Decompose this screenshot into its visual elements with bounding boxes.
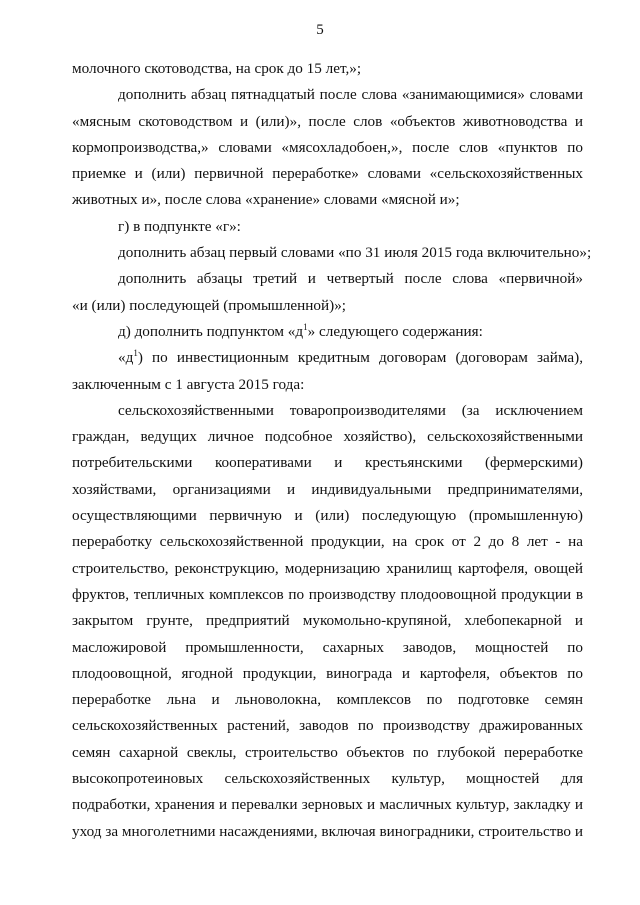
- text-line: подработки, хранения и перевалки зерновых и масличных культур, закладку и: [72, 796, 583, 814]
- text-line: «мясным скотоводством и (или)», после слов «объектов животноводства и: [72, 112, 583, 130]
- text-line: строительство, реконструкцию, модернизацию хранилищ картофеля, овощей: [72, 559, 583, 577]
- text-line: заключенным с 1 августа 2015 года:: [72, 375, 305, 393]
- text-line: кормопроизводства,» словами «мясохладобоен,», после слов «пунктов по: [72, 138, 583, 156]
- text-line: приемке и (или) первичной переработке» словами «сельскохозяйственных: [72, 165, 583, 183]
- text-line: потребительскими кооперативами и крестьянскими (фермерскими): [72, 454, 583, 472]
- text-line: плодоовощной, ягодной продукции, винограда и картофеля, объектов по: [72, 664, 583, 682]
- text-fragment: «д: [118, 349, 134, 367]
- text-line: масложировой промышленности, сахарных заводов, мощностей по: [72, 638, 583, 656]
- text-line: семян сахарной свеклы, строительство объектов по глубокой переработке: [72, 743, 583, 761]
- text-line: уход за многолетними насаждениями, включая виноградники, строительство и: [72, 822, 583, 840]
- text-line: хозяйствами, организациями и индивидуальными предпринимателями,: [72, 480, 583, 498]
- text-fragment: д) дополнить подпунктом «д: [118, 322, 304, 340]
- text-line: высокопротеиновых сельскохозяйственных культур, мощностей для: [72, 770, 583, 788]
- document-body: [72, 56, 592, 845]
- superscript: 1: [133, 348, 138, 359]
- text-line: осуществляющими первичную и (или) последующую (промышленную): [72, 507, 583, 525]
- text-line: г) в подпункте «г»:: [118, 217, 241, 235]
- text-line: молочного скотоводства, на срок до 15 лет,»;: [72, 60, 362, 77]
- page-number: 5: [316, 22, 324, 38]
- text-line: переработку сельскохозяйственной продукции, на срок от 2 до 8 лет - на: [72, 533, 583, 551]
- text-line: дополнить абзацы третий и четвертый после слова «первичной»: [118, 270, 583, 288]
- text-fragment: ) по инвестиционным кредитным договорам (договорам займа),: [137, 349, 583, 367]
- text-line: закрытом грунте, предприятий мукомольно-крупяной, хлебопекарной и: [72, 612, 583, 630]
- superscript: 1: [303, 321, 308, 332]
- text-line: граждан, ведущих личное подсобное хозяйство), сельскохозяйственными: [72, 428, 583, 446]
- text-line-subparagraph-d1: [72, 319, 583, 345]
- text-line: «и (или) последующей (промышленной)»;: [72, 296, 347, 314]
- text-line: сельскохозяйственными товаропроизводителями (за исключением: [118, 401, 583, 419]
- text-line: переработке льна и льноволокна, комплексов по подготовке семян: [72, 691, 583, 709]
- text-line: дополнить абзац первый словами «по 31 июля 2015 года включительно»;: [118, 244, 592, 262]
- text-line: животных и», после слова «хранение» словами «мясной и»;: [72, 191, 460, 209]
- text-line: сельскохозяйственных растений, заводов по производству дражированных: [72, 717, 583, 735]
- text-line: дополнить абзац пятнадцатый после слова «занимающимися» словами: [118, 86, 583, 104]
- text-line-d1-heading: [72, 345, 583, 371]
- text-line: фруктов, тепличных комплексов по производству плодоовощной продукции в: [72, 585, 583, 603]
- text-fragment: » следующего содержания:: [307, 322, 483, 340]
